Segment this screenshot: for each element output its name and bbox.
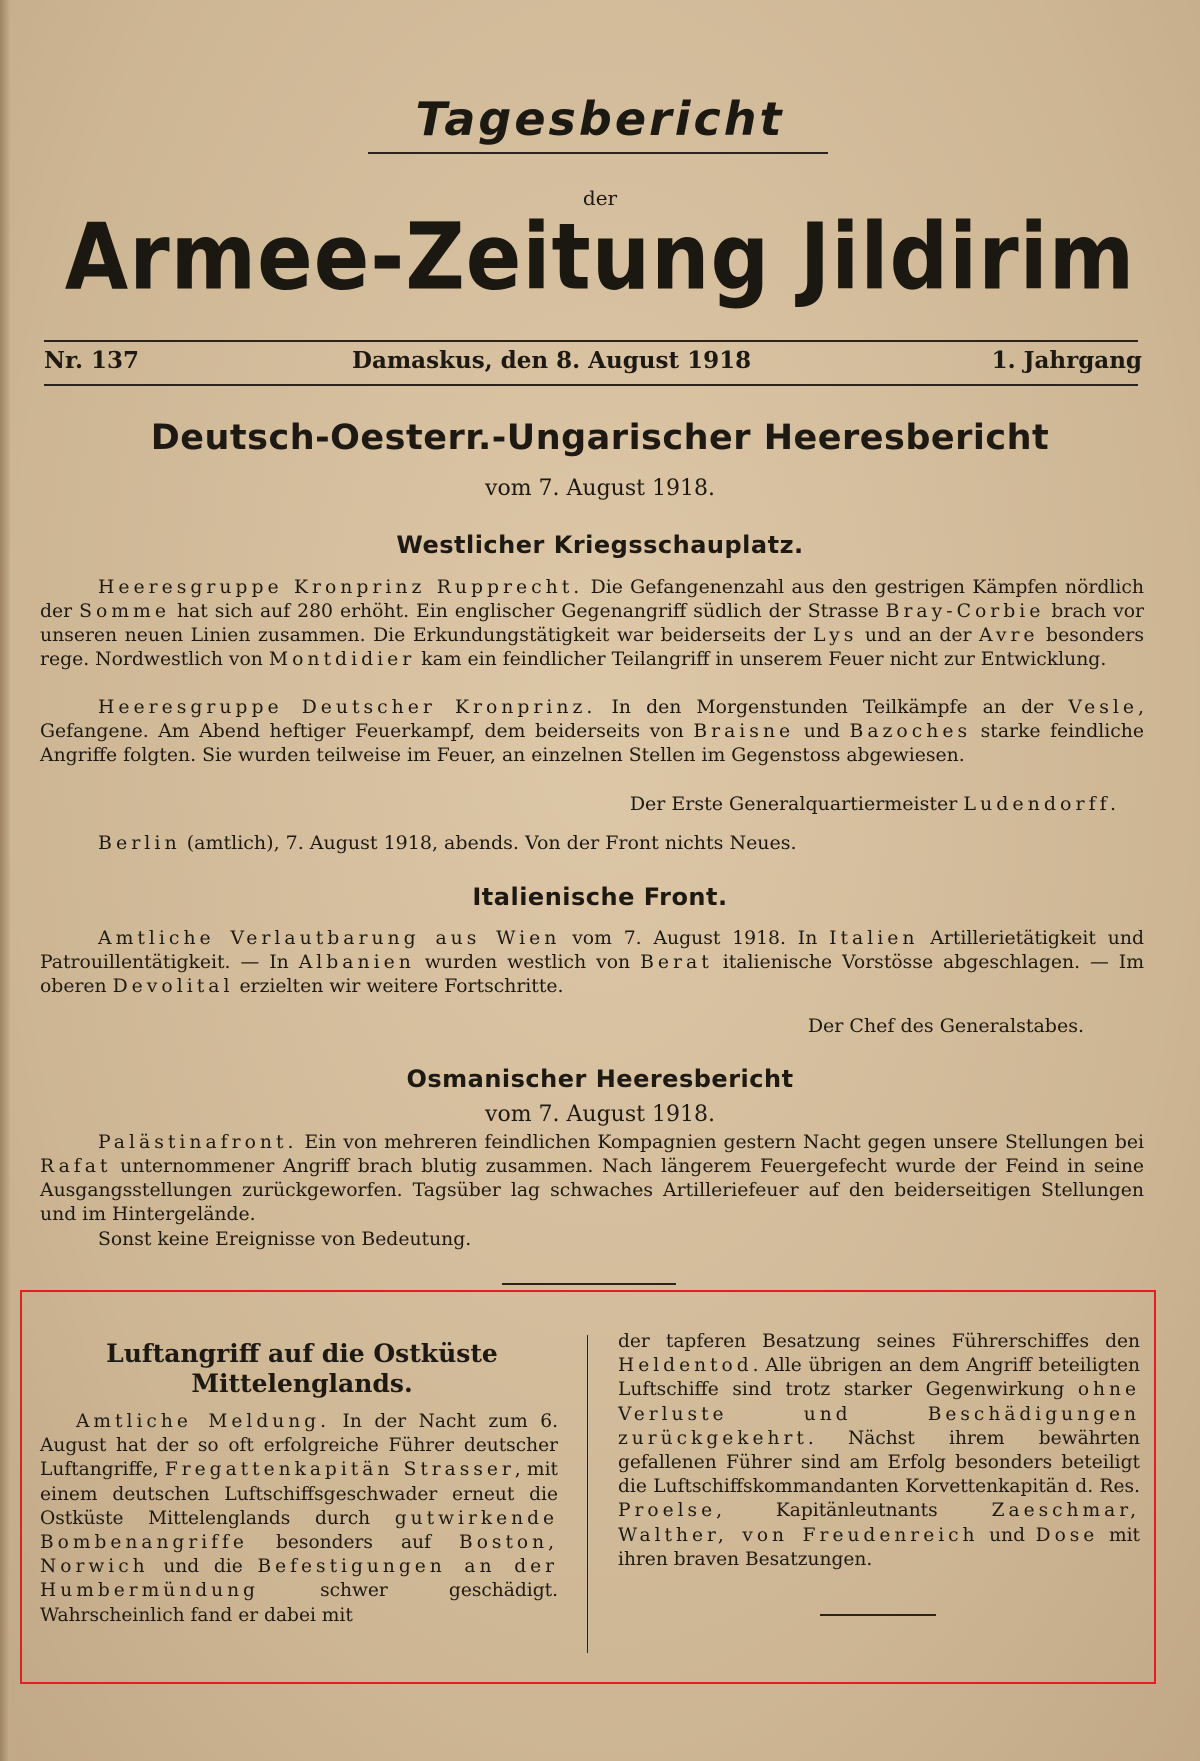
spaced-emphasis: ohne Verluste und Beschädigungen zurückgekehrt [618,1379,1140,1449]
text-run: , mit einem deutschen Luftschiffsgeschwader erneut die Ostküste Mittelenglands durch [40,1459,558,1529]
text-run: der tapferen Besatzung seines Führerschiffes den [618,1331,1140,1352]
column-rule [587,1335,588,1653]
western-heading: Westlicher Kriegsschauplatz. [396,531,804,559]
spaced-emphasis: Somme [79,601,170,622]
text-run: Ein von mehreren feindlichen Kompagnien gestern Nacht gegen unsere Stellungen bei [297,1132,1144,1153]
ottoman-date: vom 7. August 1918. [485,1102,715,1127]
masthead-der: der [582,186,618,210]
text-run: Artillerietätigkeit und Patrouillentätigkeit. — In [40,928,1144,973]
western-paragraph-1 [40,576,1144,672]
spaced-emphasis: Fregattenkapitän Strasser [164,1459,515,1481]
ottoman-paragraph-1 [40,1131,1144,1227]
spaced-emphasis: Berat [640,952,713,973]
issue-meta [44,347,1142,381]
section-divider [502,1283,676,1285]
text-run: In der Nacht zum 6. August hat der so oft erfolgreiche Führer deutscher Luftangriffe, [40,1411,558,1481]
airraid-title: Luftangriff auf die Ostküste Mittelenglands. [106,1339,498,1398]
report-title: Deutsch-Oesterr.-Ungarischer Heeresbericht [150,418,1050,458]
spaced-emphasis: Zaeschmar, Walther, von Freudenreich [618,1500,1140,1546]
issue-place-date: Damaskus, den 8. August 1918 [352,347,752,374]
text-run: besonders auf [247,1532,460,1554]
spaced-emphasis: Amtliche Meldung. [76,1411,330,1432]
ottoman-heading: Osmanischer Heeresbericht [406,1065,794,1093]
text-run: , Gefangene. Am Abend heftiger Feuerkampf, dem beiderseits von [40,697,1145,742]
report-date: vom 7. August 1918. [485,476,715,501]
spaced-emphasis: Devolital [112,976,234,997]
article-end-rule [820,1614,936,1616]
spaced-emphasis: Befestigungen an der Humbermündung [40,1556,558,1602]
masthead-title: Armee-Zeitung Jildirim [64,204,1136,311]
spaced-emphasis: Rafat [40,1156,112,1177]
text-run: brach vor unseren neuen Linien zusammen. Die Erkundungstätigkeit war beiderseits der [40,601,1144,646]
text-run: In den Morgenstunden Teilkämpfe an der [596,697,1069,718]
berlin-text: (amtlich), 7. August 1918, abends. Von der Front nichts Neues. [180,832,797,854]
italian-paragraph [40,927,1144,999]
text-run: italienische Vorstösse abgeschlagen. — Im oberen [40,952,1145,997]
text-run: und [978,1524,1036,1546]
text-run: mit ihren braven Besatzungen. [618,1524,1140,1570]
text-run: starke feindliche Angriffe folgten. Sie wurden teilweise im Feuer, an einzelnen Stellen im Gegenstoss abgewiesen. [40,721,1145,766]
text-run: , Kapitänleutnants [716,1500,992,1522]
spaced-emphasis: Avre [979,625,1039,646]
ottoman-paragraph-2: Sonst keine Ereignisse von Bedeutung. [98,1229,472,1250]
spaced-emphasis: gutwirkende Bombenangriffe [40,1507,558,1554]
spaced-emphasis: Bazoches [849,721,972,742]
meta-rule-top [44,340,1138,342]
text-run: . Nächst ihrem bewährten gefallenen Führer sind am Erfolg besonders beteiligt die Luftschiffskommandanten Korvettenkapitän d. Res. [618,1427,1140,1498]
spaced-emphasis: Albanien [298,952,415,973]
spaced-emphasis: Palästinafront. [98,1132,298,1153]
spaced-emphasis: Dose [1035,1524,1099,1546]
spaced-emphasis: Braisne [693,721,795,742]
berlin-city: Berlin [98,832,181,854]
italian-signature: Der Chef des Generalstabes. [807,1015,1084,1037]
spaced-emphasis: Heeresgruppe Deutscher Kronprinz. [98,697,597,718]
airraid-column-1 [40,1410,558,1628]
spaced-emphasis: Italien [829,928,919,949]
spaced-emphasis: Amtliche Verlautbarung aus Wien [98,928,561,949]
italian-heading: Italienische Front. [472,883,728,911]
text-run: schwer geschädigt. Wahrscheinlich fand er dabei mit [40,1580,558,1626]
text-run: wurden westlich von [414,952,641,973]
signature-name: Ludendorff. [963,793,1120,815]
spaced-emphasis: Bray-Corbie [885,601,1045,622]
spaced-emphasis: Vesle [1068,697,1139,718]
spaced-emphasis: Heldentod [618,1355,753,1377]
meta-rule-bottom [44,384,1138,386]
western-signature [630,793,1120,815]
spaced-emphasis: Heeresgruppe Kronprinz Rupprecht. [98,577,584,598]
western-paragraph-2 [40,696,1144,768]
signature-prefix: Der Erste Generalquartiermeister [629,793,964,815]
text-run: und die [148,1556,258,1578]
kicker-title: Tagesbericht [415,92,785,146]
text-run: vom 7. August 1918. In [560,928,830,949]
kicker-underline [368,152,828,154]
text-run: besonders rege. Nordwestlich von [40,625,1144,670]
text-run: und [794,721,850,742]
text-run: kam ein feindlicher Teilangriff in unserem Feuer nicht zur Entwicklung. [415,649,1107,670]
text-run: hat sich auf 280 erhöht. Ein englischer Gegenangriff südlich der Strasse [170,601,886,622]
text-run: und an der [857,625,980,646]
spaced-emphasis: Lys [812,625,858,646]
text-run: . Alle übrigen an dem Angriff beteiligten Luftschiffe sind trotz starker Gegenwirkung [618,1355,1140,1401]
spaced-emphasis: Montdidier [268,649,416,670]
spaced-emphasis: Boston, Norwich [40,1532,558,1578]
text-run: Die Gefangenenzahl aus den gestrigen Kämpfen nördlich der [40,577,1145,622]
text-run: unternommener Angriff brach blutig zusammen. Nach längerem Feuergefecht wurde der Feind in seine Ausgangsstellungen zurückgeworfen. Tagsüber lag schwaches Artilleriefeuer auf den beiderseitigen Stellungen und im Hintergelände. [40,1156,1144,1225]
text-run: erzielten wir weitere Fortschritte. [233,976,564,997]
issue-number: Nr. 137 [44,347,140,374]
berlin-line [40,832,1144,854]
spaced-emphasis: Proelse [618,1500,717,1522]
airraid-column-2 [618,1330,1140,1572]
issue-volume: 1. Jahrgang [991,347,1142,374]
